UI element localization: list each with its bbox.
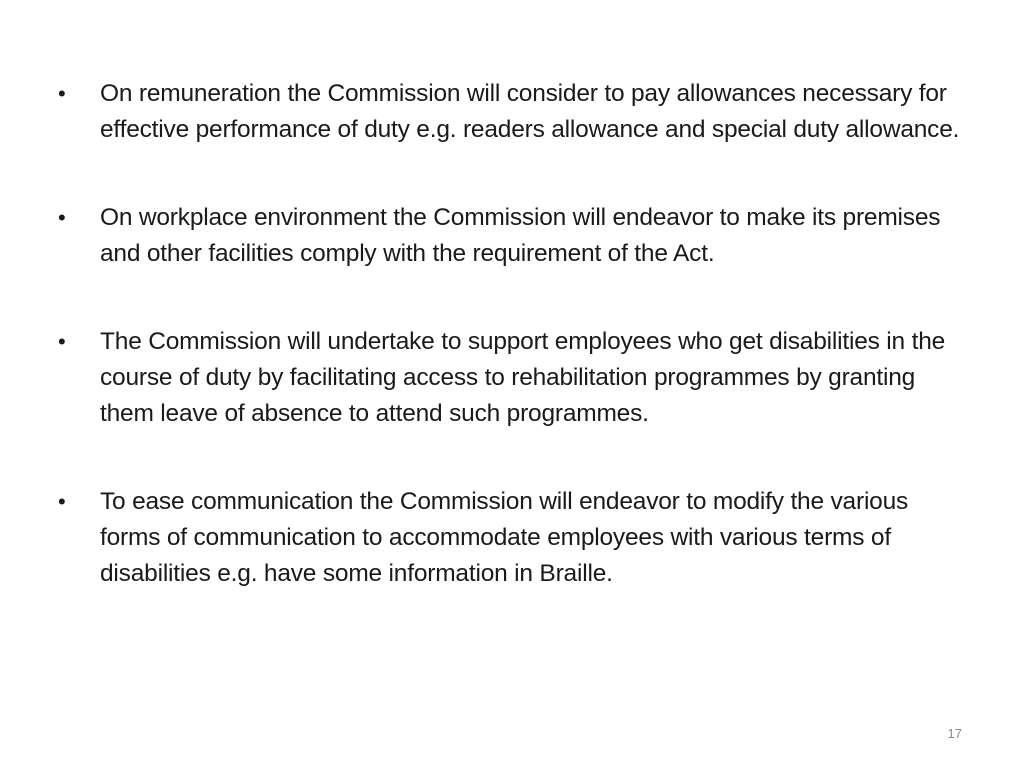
bullet-icon: • xyxy=(58,81,66,106)
page-number: 17 xyxy=(947,726,962,741)
bullet-item-remuneration xyxy=(58,76,970,148)
bullet-item-communication xyxy=(58,484,970,592)
bullet-icon: • xyxy=(58,329,66,354)
bullet-icon: • xyxy=(58,489,66,514)
bullet-list xyxy=(58,76,970,592)
bullet-text: On remuneration the Commission will consider to pay allowances necessary for effective performance of duty e.g. readers allowance and special duty allowance. xyxy=(100,80,960,143)
bullet-text: The Commission will undertake to support employees who get disabilities in the course of duty by facilitating access to rehabilitation programmes by granting them leave of absence to attend such programmes. xyxy=(100,328,946,427)
bullet-item-rehabilitation-support xyxy=(58,324,970,432)
bullet-text: To ease communication the Commission will endeavor to modify the various forms of communication to accommodate employees with various terms of disabilities e.g. have some information in Braille. xyxy=(100,488,909,587)
bullet-item-workplace-environment xyxy=(58,200,970,272)
bullet-text: On workplace environment the Commission will endeavor to make its premises and other facilities comply with the requirement of the Act. xyxy=(100,204,941,267)
bullet-icon: • xyxy=(58,205,66,230)
